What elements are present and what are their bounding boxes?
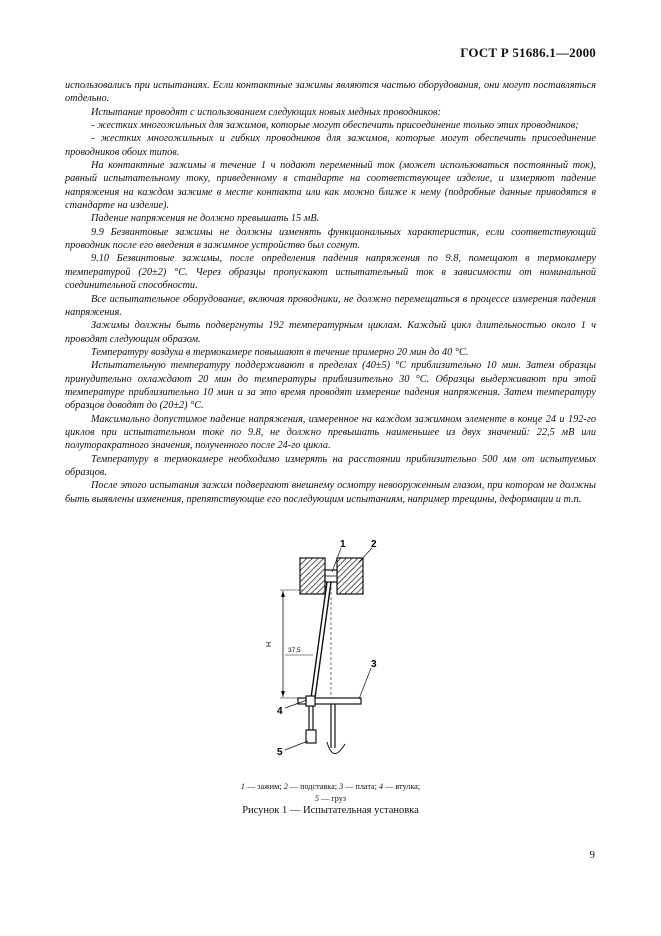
legend-text: — плата; bbox=[343, 782, 379, 791]
legend-text: — подставка; bbox=[287, 782, 340, 791]
paragraph: После этого испытания зажим подвергают внешнему осмотру невооруженным глазом, при котором не должны быть выявлены изменения, препятствующие его последующим испытаниям, например трещины, деформации и т.п. bbox=[65, 480, 596, 505]
paragraph: 9.9 Безвинтовые зажимы не должны изменять функциональных характеристик, если соответствующий проводник после его введения в зажимное устройство был согнут. bbox=[65, 226, 596, 252]
legend-text: — груз bbox=[319, 794, 347, 803]
document-code: ГОСТ Р 51686.1—2000 bbox=[460, 45, 596, 60]
test-setup-figure bbox=[255, 536, 395, 768]
callout-4: 4 bbox=[277, 706, 283, 717]
legend-number: 2 bbox=[283, 782, 288, 791]
paragraph: На контактные зажимы в течение 1 ч подают переменный ток (может использоваться постоянный ток), равный испытательному току, приведенному в стандарте на соответствующее изделие, и измеряют падение напряжения на каждом зажиме в месте контакта или как можно ближе к нему (подробные данные приводятся в стандарте на изделие). bbox=[65, 160, 596, 212]
paragraph: Зажимы должны быть подвергнуты 192 температурным циклам. Каждый цикл длительностью около 1 ч проводят следующим образом. bbox=[65, 320, 596, 345]
legend-text: — зажим; bbox=[244, 782, 284, 791]
paragraph: Температуру в термокамере необходимо измерять на расстоянии приблизительно 500 мм от испытуемых образцов. bbox=[65, 453, 596, 478]
rotation-arc bbox=[327, 742, 345, 754]
legend-text: — втулка; bbox=[383, 782, 421, 791]
paragraph: Падение напряжения не должно превышать 15 мВ. bbox=[91, 213, 320, 225]
dimension-h-label: H bbox=[266, 641, 273, 647]
figure-caption: Рисунок 1 — Испытательная установка bbox=[242, 805, 419, 816]
paragraph: использовались при испытаниях. Если контактные зажимы являются частью оборудования, они могут поставляться отдельно. bbox=[65, 80, 596, 105]
paragraph: 9.10 Безвинтовые зажимы, после определения падения напряжения по 9.8, помещают в термокамеру температурой (20±2) °С. Через образцы пропускают испытательный ток в зависимости от номинальной соединительной способности. bbox=[65, 253, 596, 292]
paragraph: Испытательную температуру поддерживают в пределах (40±5) °С приблизительно 10 мин. Затем образцы принудительно охлаждают 20 мин до температуры приблизительно 30 °С. Образцы выдерживают при этой температуре приблизительно 10 мин и за это время проводят измерение падения напряжения. Затем температуру образцов доводят до (20±2) °С. bbox=[65, 360, 596, 412]
paragraph: - жестких многожильных для зажимов, которые могут обеспечить присоединение только этих проводников; bbox=[91, 120, 579, 132]
paragraph: Испытание проводят с использованием следующих новых медных проводников: bbox=[91, 106, 441, 118]
callout-1: 1 bbox=[340, 539, 346, 550]
paragraph: Все испытательное оборудование, включая проводники, не должно перемещаться в процессе измерения падения напряжения. bbox=[65, 293, 596, 318]
support-block-left bbox=[300, 558, 325, 594]
legend-line-1 bbox=[0, 781, 661, 793]
legend-line-2 bbox=[0, 793, 661, 805]
callout-2: 2 bbox=[371, 539, 377, 550]
callout-5: 5 bbox=[277, 747, 283, 758]
paragraph: Температуру воздуха в термокамере повышают в течение примерно 20 мин до 40 °С. bbox=[91, 346, 469, 358]
paragraph: - жестких многожильных и гибких проводников для зажимов, которые могут обеспечить присоединение проводников обоих типов. bbox=[65, 133, 596, 158]
support-block-right bbox=[337, 558, 363, 594]
paragraph: Максимально допустимое падение напряжения, измеренное на каждом зажимном элементе в конце 24 и 192-го циклов при испытательном токе по 9.8, не должно превышать наименьшее из двух значений: 22,5 мВ или полуторакратного значения, полученного после 24-го цикла. bbox=[65, 413, 596, 452]
legend-number: 1 bbox=[240, 782, 245, 791]
legend-number: 5 bbox=[314, 794, 320, 803]
legend-number: 3 bbox=[339, 782, 344, 791]
dimension-angle-label: 37,5 bbox=[288, 647, 301, 654]
legend-number: 4 bbox=[379, 782, 384, 791]
bushing bbox=[306, 696, 315, 706]
figure-legend bbox=[0, 781, 661, 805]
body-text bbox=[65, 79, 596, 506]
callout-3: 3 bbox=[371, 659, 377, 670]
test-setup-drawing bbox=[255, 536, 395, 768]
page-number: 9 bbox=[589, 849, 595, 861]
